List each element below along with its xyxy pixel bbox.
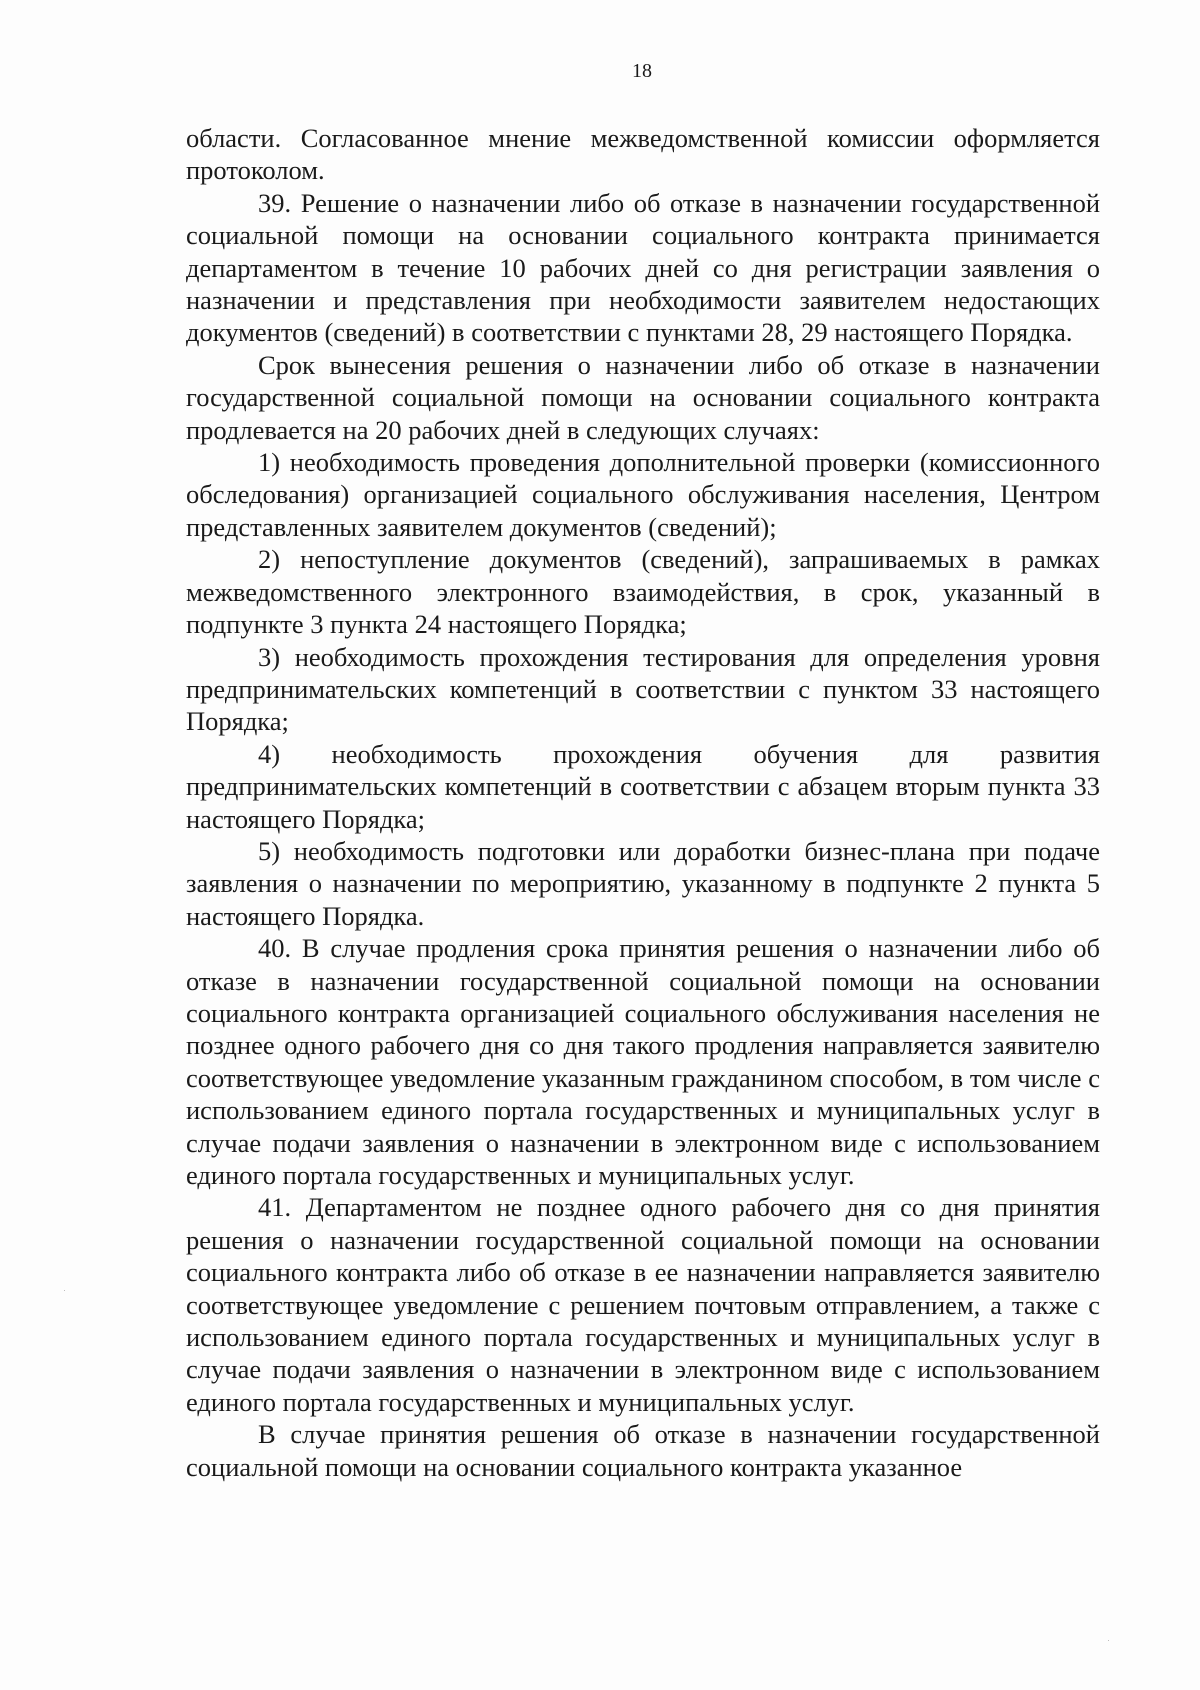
body-text (186, 122, 1100, 1483)
paragraph-case-1: 1) необходимость проведения дополнительной проверки (комиссионного обследования) организацией социального обслуживания населения, Центром представленных заявителем документов (сведений); (186, 447, 1100, 542)
paragraph-item-40: 40. В случае продления срока принятия решения о назначении либо об отказе в назначении государственной социальной помощи на основании социального контракта организацией социального обслуживания населения не позднее одного рабочего дня со дня такого продления направляется заявителю соответствующее уведомление указанным гражданином способом, в том числе с использованием единого портала государственных и муниципальных услуг в случае подачи заявления о назначении в электронном виде с использованием единого портала государственных и муниципальных услуг. (186, 933, 1100, 1190)
paragraph-case-4: 4) необходимость прохождения обучения для развития предпринимательских компетенций в соответствии с абзацем вторым пункта 33 настоящего Порядка; (186, 738, 1100, 834)
scan-speck (1108, 1640, 1109, 1641)
paragraph-continuation: области. Согласованное мнение межведомственной комиссии оформляется протоколом. (186, 123, 1100, 186)
page-number: 18 (632, 60, 652, 82)
paragraph-item-41: 41. Департаментом не позднее одного рабочего дня со дня принятия решения о назначении государственной социальной помощи на основании социального контракта либо об отказе в ее назначении направляется заявителю соответствующее уведомление с решением почтовым отправлением, а также с использованием единого портала государственных и муниципальных услуг в случае подачи заявления о назначении в электронном виде с использованием единого портала государственных и муниципальных услуг. (186, 1192, 1100, 1417)
paragraph-term-extension: Срок вынесения решения о назначении либо об отказе в назначении государственной социальной помощи на основании социального контракта продлевается на 20 рабочих дней в следующих случаях: (186, 349, 1100, 445)
paragraph-refusal: В случае принятия решения об отказе в назначении государственной социальной помощи на основании социального контракта указанное (186, 1419, 1100, 1482)
paragraph-case-3: 3) необходимость прохождения тестирования для определения уровня предпринимательских компетенций в соответствии с пунктом 33 настоящего Порядка; (186, 641, 1100, 737)
paragraph-item-39: 39. Решение о назначении либо об отказе в назначении государственной социальной помощи на основании социального контракта принимается департаментом в течение 10 рабочих дней со дня регистрации заявления о назначении и представления при необходимости заявителем недостающих документов (сведений) в соответствии с пунктами 28, 29 настоящего Порядка. (186, 187, 1100, 348)
scan-speck (64, 1290, 65, 1291)
paragraph-case-2: 2) непоступление документов (сведений), запрашиваемых в рамках межведомственного электронного взаимодействия, в срок, указанный в подпункте 3 пункта 24 настоящего Порядка; (186, 544, 1100, 640)
paragraph-case-5: 5) необходимость подготовки или доработки бизнес-плана при подаче заявления о назначении по мероприятию, указанному в подпункте 2 пункта 5 настоящего Порядка. (186, 835, 1100, 931)
